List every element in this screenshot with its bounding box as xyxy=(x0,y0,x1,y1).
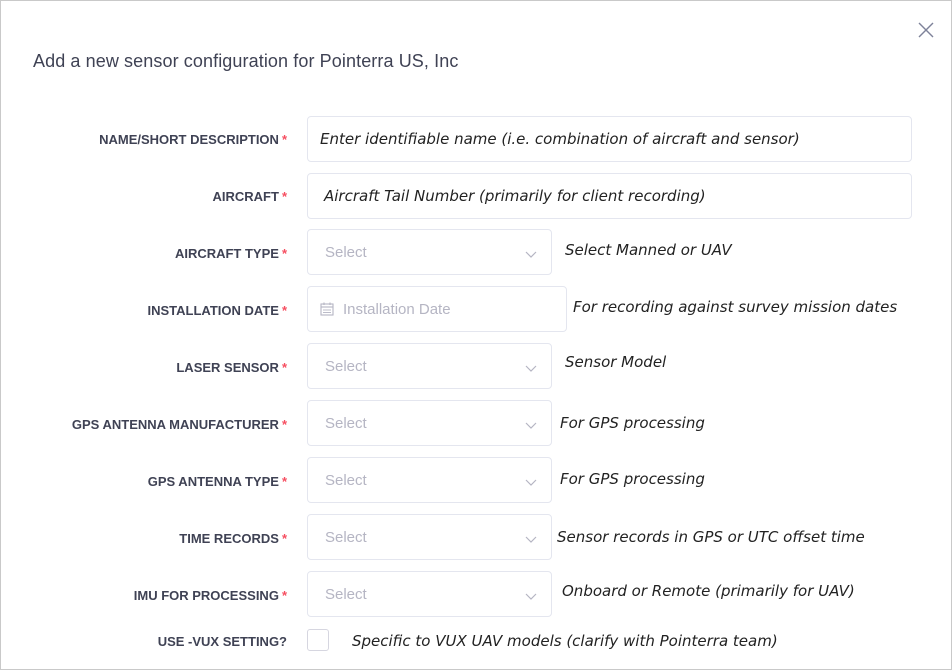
required-marker: * xyxy=(281,531,287,546)
close-button[interactable] xyxy=(917,21,935,39)
gps-antenna-manufacturer-hint: For GPS processing xyxy=(560,414,705,432)
time-records-select[interactable] xyxy=(307,514,552,560)
use-vux-setting-checkbox[interactable] xyxy=(307,629,329,651)
aircraft-type-label: AIRCRAFT TYPE * xyxy=(174,246,287,261)
required-marker: * xyxy=(281,303,287,318)
laser-sensor-select[interactable] xyxy=(307,343,552,389)
gps-antenna-type-label: GPS ANTENNA TYPE * xyxy=(147,474,287,489)
gps-antenna-type-value: Select xyxy=(325,471,367,489)
installation-date-hint: For recording against survey mission dates xyxy=(573,298,898,316)
aircraft-label: AIRCRAFT * xyxy=(212,189,287,204)
imu-for-processing-select[interactable] xyxy=(307,571,552,617)
required-marker: * xyxy=(281,132,287,147)
use-vux-setting-hint: Specific to VUX UAV models (clarify with Pointerra team) xyxy=(352,632,778,650)
laser-sensor-value: Select xyxy=(325,357,367,375)
chevron-down-icon xyxy=(525,248,537,260)
imu-for-processing-hint: Onboard or Remote (primarily for UAV) xyxy=(562,582,855,600)
installation-date-input[interactable] xyxy=(307,286,567,332)
calendar-icon xyxy=(320,302,334,316)
gps-antenna-manufacturer-select[interactable] xyxy=(307,400,552,446)
aircraft-type-hint: Select Manned or UAV xyxy=(565,241,732,259)
close-icon xyxy=(917,21,935,39)
aircraft-input[interactable] xyxy=(307,173,912,219)
time-records-label: TIME RECORDS * xyxy=(179,531,287,546)
imu-for-processing-value: Select xyxy=(325,585,367,603)
gps-antenna-manufacturer-label: GPS ANTENNA MANUFACTURER * xyxy=(71,417,287,432)
required-marker: * xyxy=(281,588,287,603)
chevron-down-icon xyxy=(525,590,537,602)
gps-antenna-manufacturer-value: Select xyxy=(325,414,367,432)
chevron-down-icon xyxy=(525,533,537,545)
aircraft-type-value: Select xyxy=(325,243,367,261)
chevron-down-icon xyxy=(525,419,537,431)
time-records-hint: Sensor records in GPS or UTC offset time xyxy=(557,528,865,546)
required-marker: * xyxy=(281,360,287,375)
imu-for-processing-label: IMU FOR PROCESSING * xyxy=(133,588,287,603)
time-records-value: Select xyxy=(325,528,367,546)
use-vux-setting-label: USE -VUX SETTING? xyxy=(157,634,287,649)
dialog-title: Add a new sensor configuration for Pointerra US, Inc xyxy=(33,51,459,71)
chevron-down-icon xyxy=(525,362,537,374)
aircraft-placeholder: Aircraft Tail Number (primarily for client recording) xyxy=(324,187,706,205)
gps-antenna-type-select[interactable] xyxy=(307,457,552,503)
installation-date-label: INSTALLATION DATE * xyxy=(147,303,287,318)
gps-antenna-type-hint: For GPS processing xyxy=(560,470,705,488)
required-marker: * xyxy=(281,246,287,261)
laser-sensor-label: LASER SENSOR * xyxy=(176,360,287,375)
name-input[interactable] xyxy=(307,116,912,162)
aircraft-type-select[interactable] xyxy=(307,229,552,275)
installation-date-placeholder: Installation Date xyxy=(343,300,451,318)
required-marker: * xyxy=(281,417,287,432)
laser-sensor-hint: Sensor Model xyxy=(565,353,667,371)
required-marker: * xyxy=(281,474,287,489)
name-label: NAME/SHORT DESCRIPTION * xyxy=(99,132,287,147)
name-placeholder: Enter identifiable name (i.e. combination of aircraft and sensor) xyxy=(320,130,800,148)
required-marker: * xyxy=(281,189,287,204)
chevron-down-icon xyxy=(525,476,537,488)
